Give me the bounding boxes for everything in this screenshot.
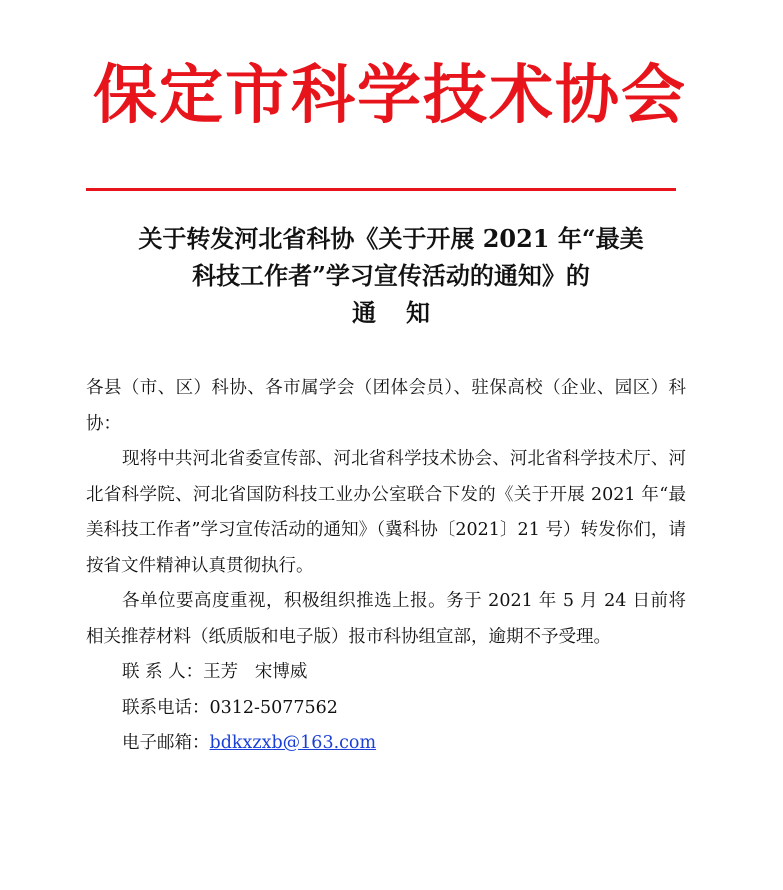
contact-person-label: 联 系 人： (122, 662, 204, 682)
body-paragraph-1: 现将中共河北省委宣传部、河北省科学技术协会、河北省科学技术厅、河北省科学院、河北省国防科技工业办公室联合下发的《关于开展 2021 年“最美科技工作者”学习宣传活动的通知》（冀科协〔2021〕21 号）转发你们，请按省文件精神认真贯彻执行。 (86, 449, 686, 576)
contact-phone-label: 联系电话： (122, 697, 210, 718)
document-title (80, 220, 702, 331)
contact-email-row (86, 726, 686, 762)
contact-person-value: 王芳 宋博威 (203, 662, 308, 682)
contact-phone-row (86, 691, 686, 727)
document-body (86, 371, 686, 762)
contact-email-label: 电子邮箱： (122, 733, 210, 753)
title-line-1: 关于转发河北省科协《关于开展 2021 年“最美 (138, 224, 644, 253)
red-divider-rule (86, 188, 676, 191)
contact-email-link[interactable]: bdkxzxb@163.com (209, 733, 377, 753)
contact-phone-value: 0312-5077562 (209, 697, 338, 718)
body-paragraph-2: 各单位要高度重视，积极组织推选上报。务于 2021 年 5 月 24 日前将相关推荐材料（纸质版和电子版）报市科协组宣部，逾期不予受理。 (86, 591, 686, 647)
title-line-2: 科技工作者”学习宣传活动的通知》的 (192, 261, 590, 290)
salutation: 各县（市、区）科协、各市属学会（团体会员）、驻保高校（企业、园区）科协： (86, 378, 686, 434)
org-masthead: 保定市科学技术协会 (93, 58, 687, 133)
contact-person-row (86, 655, 686, 691)
title-line-3: 通知 (352, 298, 460, 327)
